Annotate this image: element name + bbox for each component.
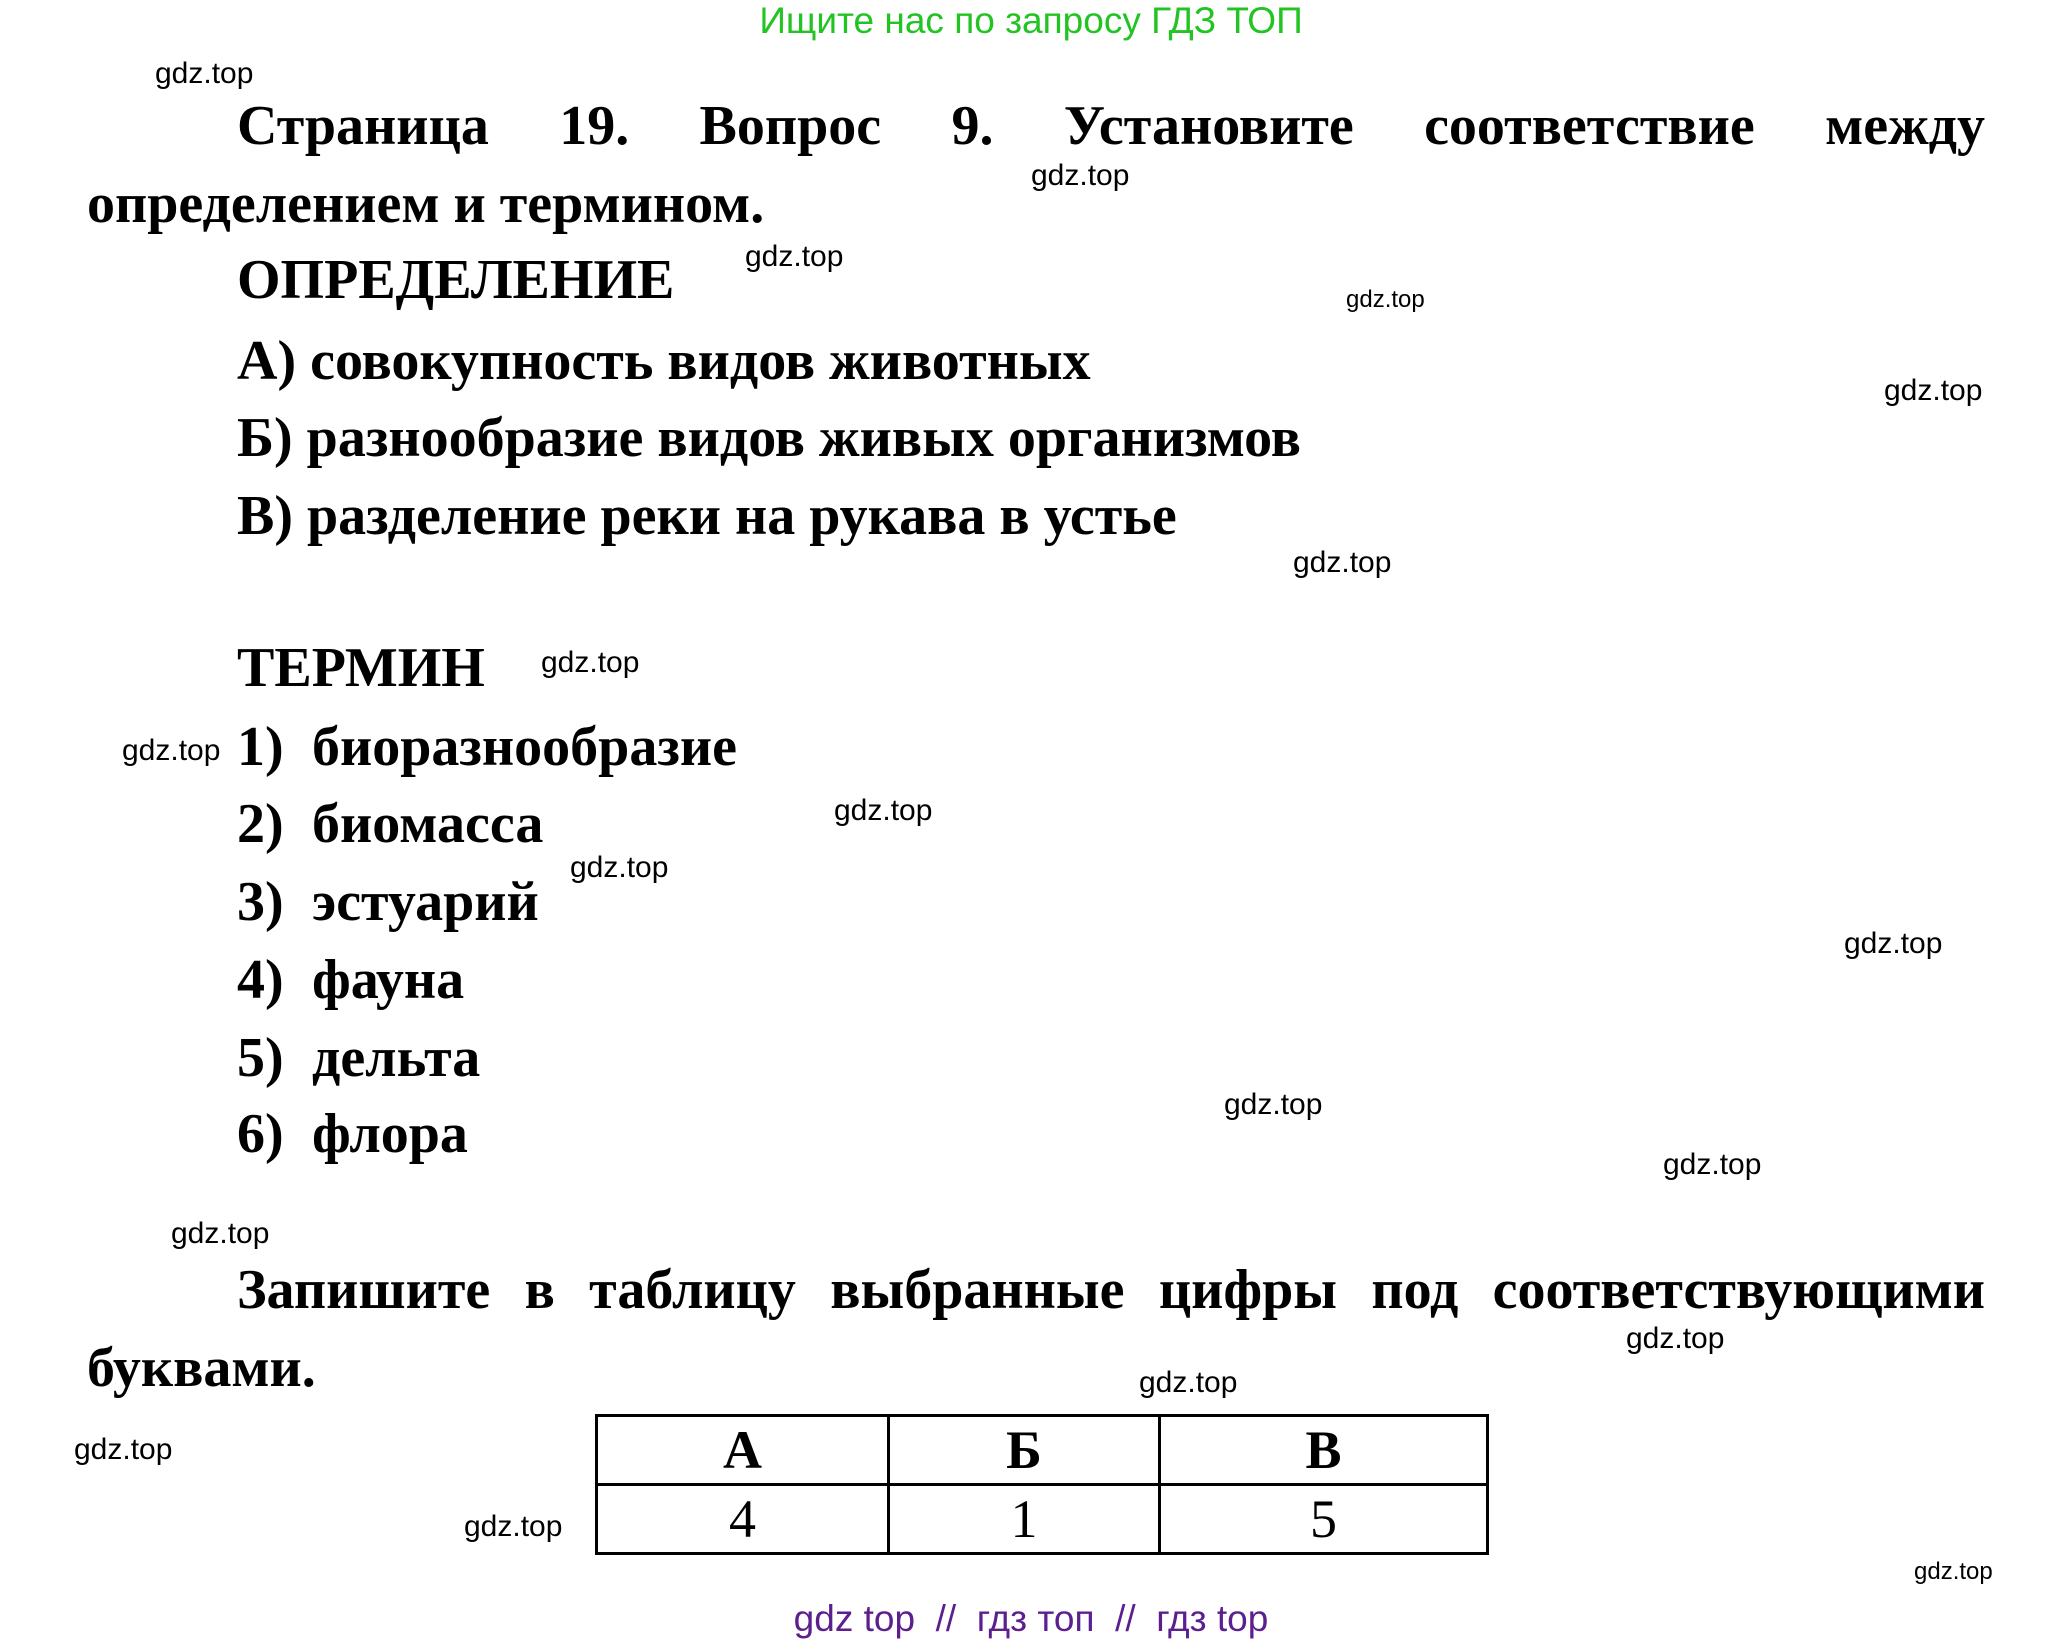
definitions-heading: ОПРЕДЕЛЕНИЕ (237, 249, 675, 311)
term-item (237, 793, 544, 855)
term-label: флора (312, 1103, 468, 1165)
term-item (237, 1027, 481, 1089)
table-header-a: А (597, 1416, 889, 1485)
terms-heading: ТЕРМИН (237, 637, 485, 699)
term-number: 5) (237, 1027, 284, 1089)
table-cell-b: 1 (889, 1485, 1160, 1554)
term-item (237, 1103, 468, 1165)
table-header-b: Б (889, 1416, 1160, 1485)
definition-c: В) разделение реки на рукава в устье (237, 485, 1177, 547)
table-cell-c: 5 (1160, 1485, 1488, 1554)
question-title-line2: определением и термином. (87, 173, 765, 235)
term-label: биоразнообразие (312, 716, 737, 778)
term-number: 1) (237, 716, 284, 778)
term-item (237, 949, 465, 1011)
table-header-c: В (1160, 1416, 1488, 1485)
watermark: gdz.top (570, 851, 669, 884)
search-banner: Ищите нас по запросу ГДЗ ТОП (759, 0, 1303, 41)
term-number: 2) (237, 793, 284, 855)
watermark: gdz.top (834, 794, 933, 827)
table-cell-a: 4 (597, 1485, 889, 1554)
watermark: gdz.top (464, 1510, 563, 1543)
term-number: 3) (237, 871, 284, 933)
watermark: gdz.top (1884, 374, 1983, 407)
watermark: gdz.top (1031, 159, 1130, 192)
watermark: gdz.top (1844, 927, 1943, 960)
footer-link[interactable]: gdz top // гдз топ // гдз top (793, 1598, 1269, 1639)
term-item (237, 871, 539, 933)
term-number: 4) (237, 949, 284, 1011)
term-number: 6) (237, 1103, 284, 1165)
watermark: gdz.top (745, 240, 844, 273)
question-title-line1: Страница 19. Вопрос 9. Установите соответствие между (237, 95, 1985, 157)
watermark: gdz.top (1914, 1558, 1993, 1585)
watermark: gdz.top (541, 646, 640, 679)
watermark: gdz.top (1293, 546, 1392, 579)
answer-table (595, 1414, 1489, 1555)
instruction-line2: буквами. (87, 1337, 316, 1399)
watermark: gdz.top (1626, 1322, 1725, 1355)
instruction-line1: Запишите в таблицу выбранные цифры под соответствующими (237, 1259, 1985, 1321)
watermark: gdz.top (171, 1217, 270, 1250)
term-label: биомасса (312, 793, 544, 855)
term-label: дельта (312, 1027, 481, 1089)
watermark: gdz.top (1346, 286, 1425, 313)
definition-a: А) совокупность видов животных (237, 330, 1091, 392)
watermark: gdz.top (1663, 1148, 1762, 1181)
term-label: эстуарий (312, 871, 539, 933)
watermark: gdz.top (1139, 1366, 1238, 1399)
watermark: gdz.top (122, 734, 221, 767)
watermark: gdz.top (155, 57, 254, 90)
watermark: gdz.top (1224, 1088, 1323, 1121)
term-item (237, 716, 737, 778)
definition-b: Б) разнообразие видов живых организмов (237, 407, 1301, 469)
term-label: фауна (312, 949, 465, 1011)
watermark: gdz.top (74, 1433, 173, 1466)
table-row (597, 1485, 1488, 1554)
table-header-row (597, 1416, 1488, 1485)
